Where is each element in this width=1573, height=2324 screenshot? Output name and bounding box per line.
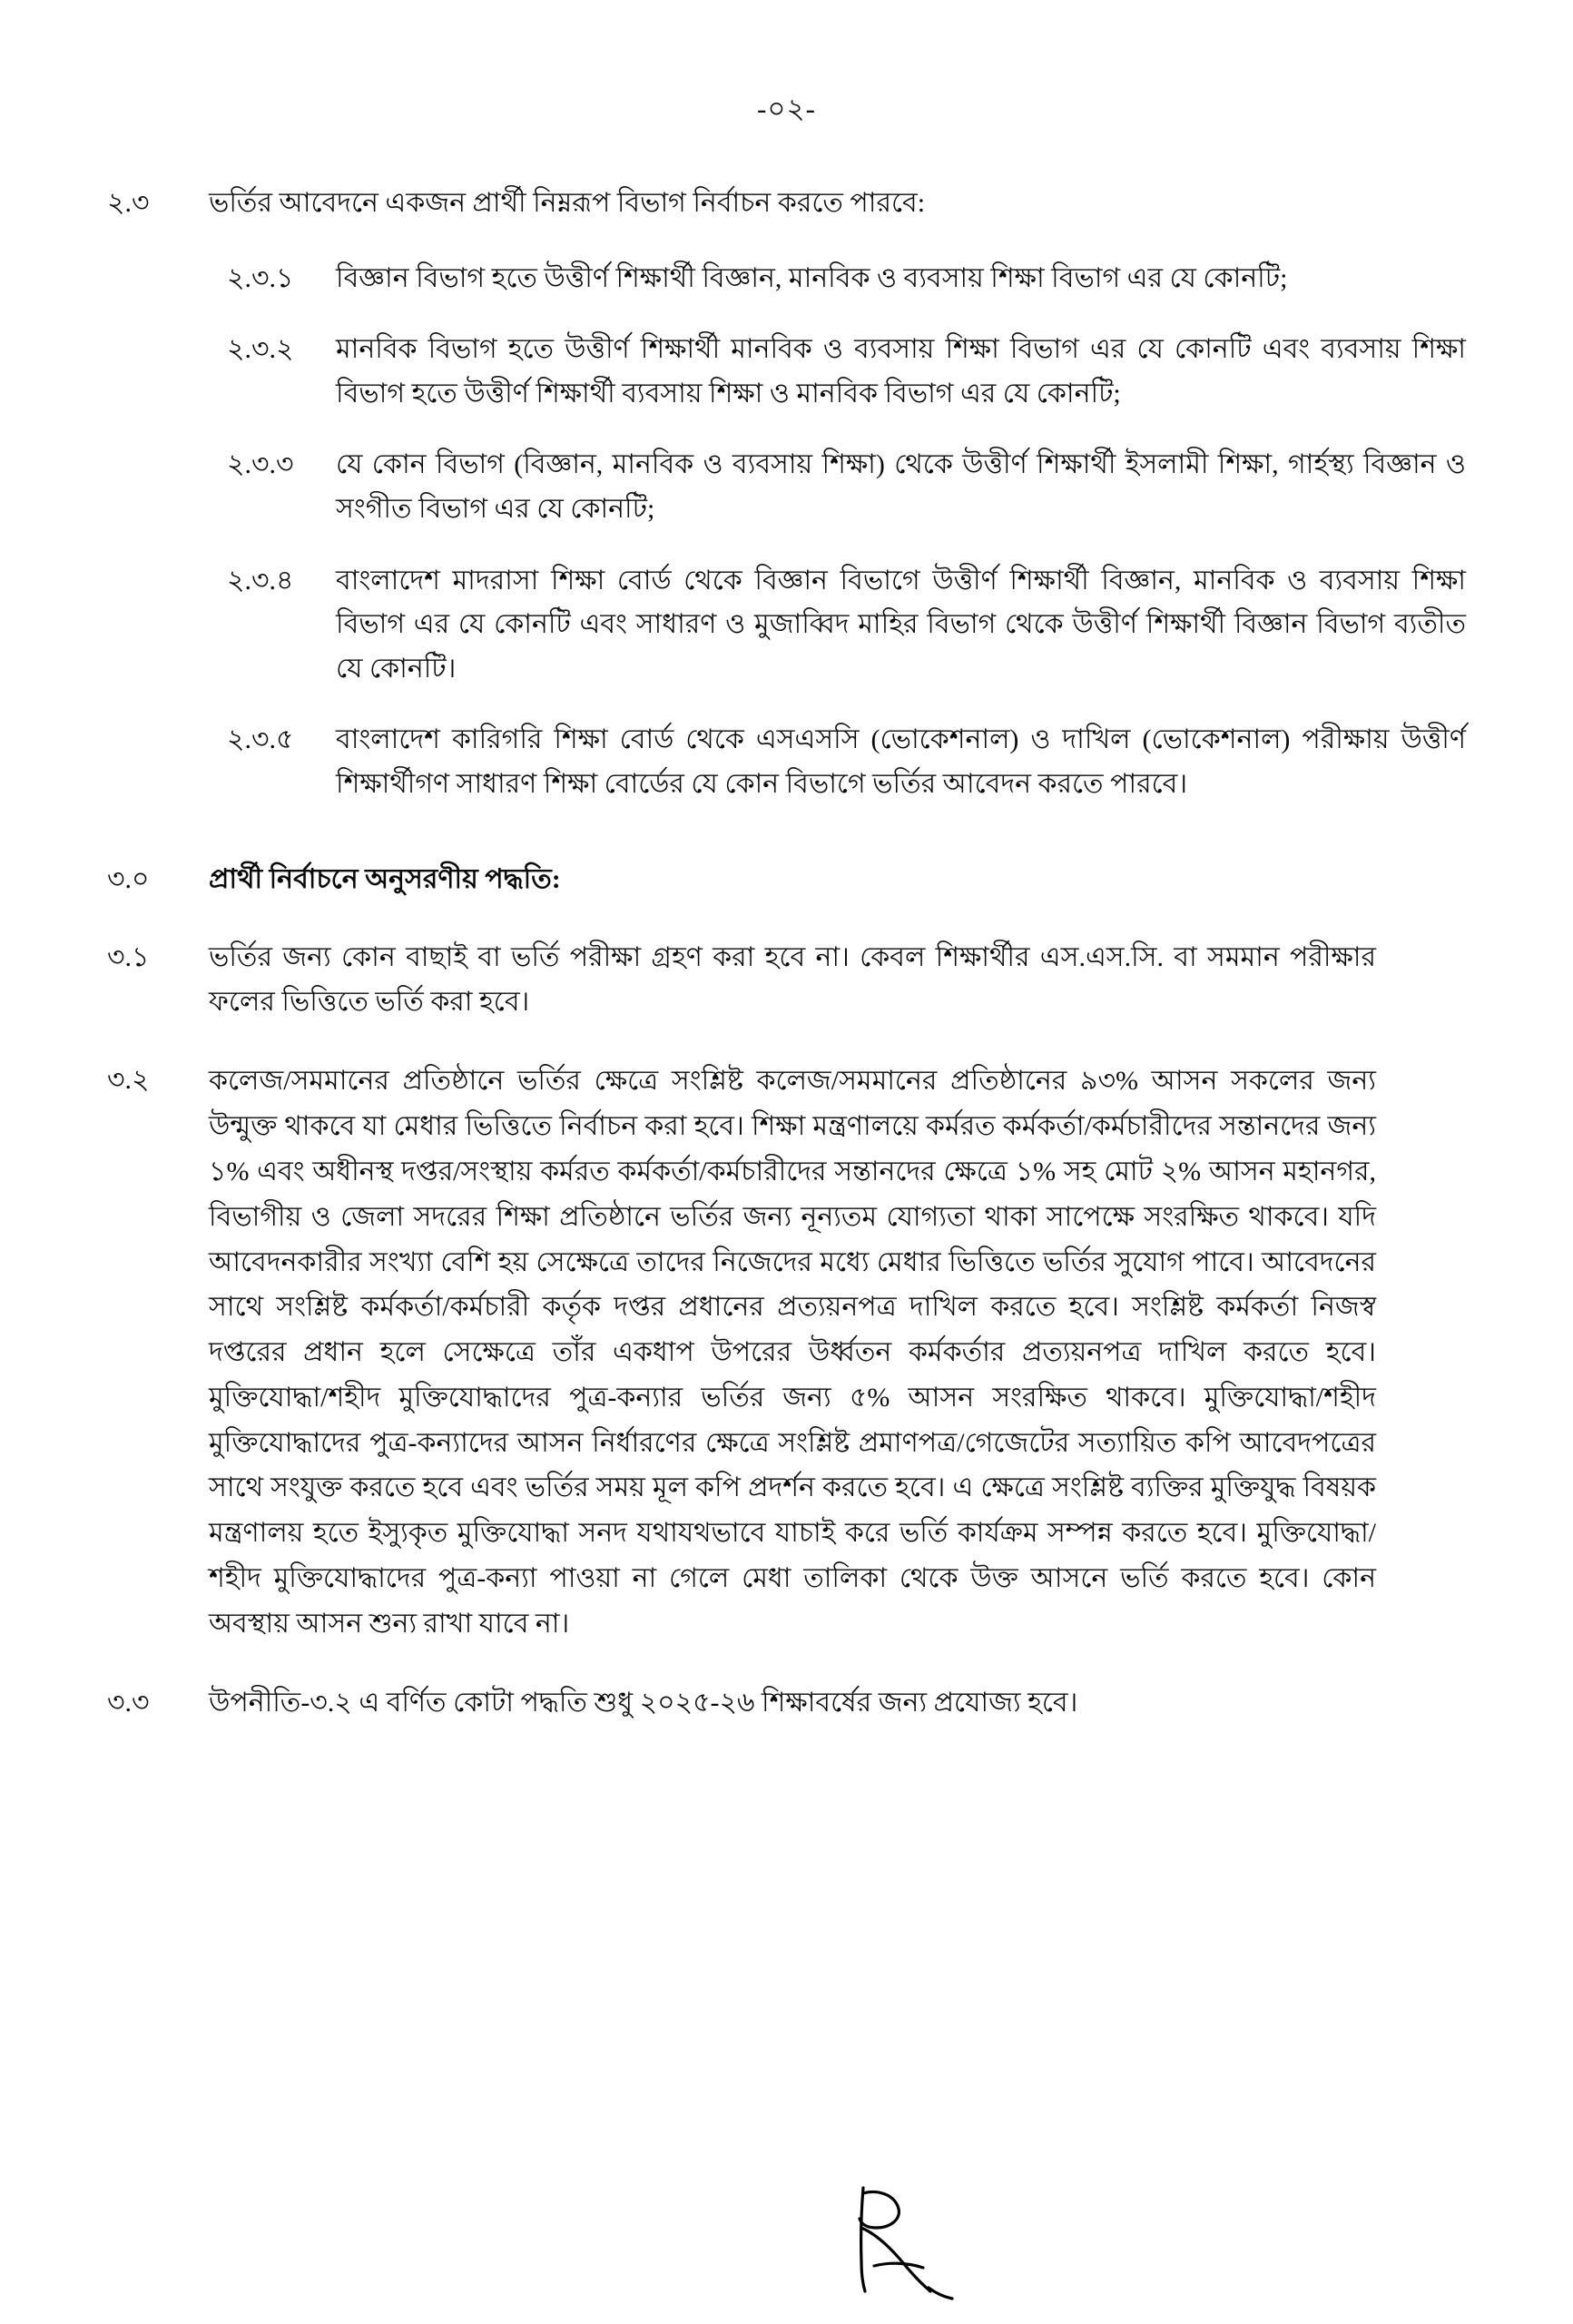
section-2-3-4-text: বাংলাদেশ মাদরাসা শিক্ষা বোর্ড থেকে বিজ্ঞান বিভাগে উত্তীর্ণ শিক্ষার্থী বিজ্ঞান, মানবিক ও ব্যবসায় শিক্ষা বিভাগ এর যে কোনটি এবং সাধারণ ও মুজাব্বিদ মাহির বিভাগ থেকে উত্তীর্ণ শিক্ষার্থী বিজ্ঞান বিভাগ ব্যতীত যে কোনটি। (336, 565, 1466, 684)
section-2-3-4 (107, 559, 1469, 692)
section-3-3-text: উপনীতি-৩.২ এ বর্ণিত কোটা পদ্ধতি শুধু ২০২৫-২৬ শিক্ষাবর্ষের জন্য প্রযোজ্য হবে। (209, 1687, 1078, 1718)
section-3-0-heading (107, 858, 1469, 902)
section-2-3-5 (107, 718, 1469, 806)
section-3-1 (107, 936, 1469, 1024)
page-number: -০২- (757, 93, 816, 124)
section-2-3-sublist (107, 257, 1469, 807)
spacer (107, 1048, 1469, 1059)
section-2-3-4-number: ২.৩.৪ (227, 565, 294, 596)
section-3-3-number: ৩.৩ (107, 1687, 150, 1718)
section-2-3-1-text: বিজ্ঞান বিভাগ হতে উত্তীর্ণ শিক্ষার্থী বিজ্ঞান, মানবিক ও ব্যবসায় শিক্ষা বিভাগ এর যে কোনটি; (336, 262, 1288, 293)
spacer (107, 925, 1469, 936)
spacer (107, 834, 1469, 858)
section-2-3-3-number: ২.৩.৩ (227, 449, 294, 480)
signature-icon (821, 2179, 976, 2306)
section-3-2-number: ৩.২ (107, 1065, 150, 1096)
section-3-1-text: ভর্তির জন্য কোন বাছাই বা ভর্তি পরীক্ষা গ্রহণ করা হবে না। কেবল শিক্ষার্থীর এস.এস.সি. বা সমমান পরীক্ষার ফলের ভিত্তিতে ভর্তি করা হবে। (209, 942, 1376, 1017)
spacer (107, 1670, 1469, 1681)
section-2-3 (107, 182, 1469, 226)
section-2-3-1 (107, 257, 1469, 301)
document-content (107, 182, 1469, 1748)
section-2-3-3-text: যে কোন বিভাগ (বিজ্ঞান, মানবিক ও ব্যবসায় শিক্ষা) থেকে উত্তীর্ণ শিক্ষার্থী ইসলামী শিক্ষা, গার্হস্থ্য বিজ্ঞান ও সংগীত বিভাগ এর যে কোনটি; (336, 449, 1466, 524)
section-3-0-number: ৩.০ (107, 863, 150, 894)
section-2-3-number: ২.৩ (107, 188, 150, 218)
section-2-3-2-text: মানবিক বিভাগ হতে উত্তীর্ণ শিক্ষার্থী মানবিক ও ব্যবসায় শিক্ষা বিভাগ এর যে কোনটি এবং ব্যবসায় শিক্ষা বিভাগ হতে উত্তীর্ণ শিক্ষার্থী ব্যবসায় শিক্ষা ও মানবিক বিভাগ এর যে কোনটি; (336, 334, 1466, 409)
section-2-3-1-number: ২.৩.১ (227, 262, 294, 293)
section-3-0-text: প্রার্থী নির্বাচনে অনুসরণীয় পদ্ধতি: (209, 863, 561, 894)
section-2-3-5-number: ২.৩.৫ (227, 724, 294, 755)
section-3-2 (107, 1059, 1469, 1646)
section-2-3-3 (107, 443, 1469, 531)
section-2-3-2 (107, 328, 1469, 416)
handwritten-signature (821, 2179, 976, 2306)
section-3-1-number: ৩.১ (107, 942, 150, 973)
section-3-2-text: কলেজ/সমমানের প্রতিষ্ঠানে ভর্তির ক্ষেত্রে সংশ্লিষ্ট কলেজ/সমমানের প্রতিষ্ঠানের ৯৩% আসন সকলের জন্য উন্মুক্ত থাকবে যা মেধার ভিত্তিতে নির্বাচন করা হবে। শিক্ষা মন্ত্রণালয়ে কর্মরত কর্মকর্তা/কর্মচারীদের সন্তানদের জন্য ১% এবং অধীনস্থ দপ্তর/সংস্থায় কর্মরত কর্মকর্তা/কর্মচারীদের সন্তানদের ক্ষেত্রে ১% সহ মোট ২% আসন মহানগর, বিভাগীয় ও জেলা সদরের শিক্ষা প্রতিষ্ঠানে ভর্তির জন্য নূন্যতম যোগ্যতা থাকা সাপেক্ষে সংরক্ষিত থাকবে। যদি আবেদনকারীর সংখ্যা বেশি হয় সেক্ষেত্রে তাদের নিজেদের মধ্যে মেধার ভিত্তিতে ভর্তির সুযোগ পাবে। আবেদনের সাথে সংশ্লিষ্ট কর্মকর্তা/কর্মচারী কর্তৃক দপ্তর প্রধানের প্রত্যয়নপত্র দাখিল করতে হবে। সংশ্লিষ্ট কর্মকর্তা নিজস্ব দপ্তরের প্রধান হলে সেক্ষেত্রে তাঁর একধাপ উপরের উর্ধ্বতন কর্মকর্তার প্রত্যয়নপত্র দাখিল করতে হবে। মুক্তিযোদ্ধা/শহীদ মুক্তিযোদ্ধাদের পুত্র-কন্যার ভর্তির জন্য ৫% আসন সংরক্ষিত থাকবে। মুক্তিযোদ্ধা/শহীদ মুক্তিযোদ্ধাদের পুত্র-কন্যাদের আসন নির্ধারণের ক্ষেত্রে সংশ্লিষ্ট প্রমাণপত্র/গেজেটের সত্যায়িত কপি আবেদপত্রের সাথে সংযুক্ত করতে হবে এবং ভর্তির সময় মূল কপি প্রদর্শন করতে হবে। এ ক্ষেত্রে সংশ্লিষ্ট ব্যক্তির মুক্তিযুদ্ধ বিষয়ক মন্ত্রণালয় হতে ইস্যুকৃত মুক্তিযোদ্ধা সনদ যথাযথভাবে যাচাই করে ভর্তি কার্যক্রম সম্পন্ন করতে হবে। মুক্তিযোদ্ধা/শহীদ মুক্তিযোদ্ধাদের পুত্র-কন্যা পাওয়া না গেলে মেধা তালিকা থেকে উক্ত আসনে ভর্তি করতে হবে। কোন অবস্থায় আসন শুন্য রাখা যাবে না। (209, 1066, 1376, 1639)
section-2-3-5-text: বাংলাদেশ কারিগরি শিক্ষা বোর্ড থেকে এসএসসি (ভোকেশনাল) ও দাখিল (ভোকেশনাল) পরীক্ষায় উত্তীর্ণ শিক্ষার্থীগণ সাধারণ শিক্ষা বোর্ডের যে কোন বিভাগে ভর্তির আবেদন করতে পারবে। (336, 724, 1466, 799)
section-3-3 (107, 1681, 1469, 1726)
section-2-3-2-number: ২.৩.২ (227, 334, 294, 365)
section-2-3-text: ভর্তির আবেদনে একজন প্রার্থী নিম্নরূপ বিভাগ নির্বাচন করতে পারবে: (209, 188, 926, 218)
